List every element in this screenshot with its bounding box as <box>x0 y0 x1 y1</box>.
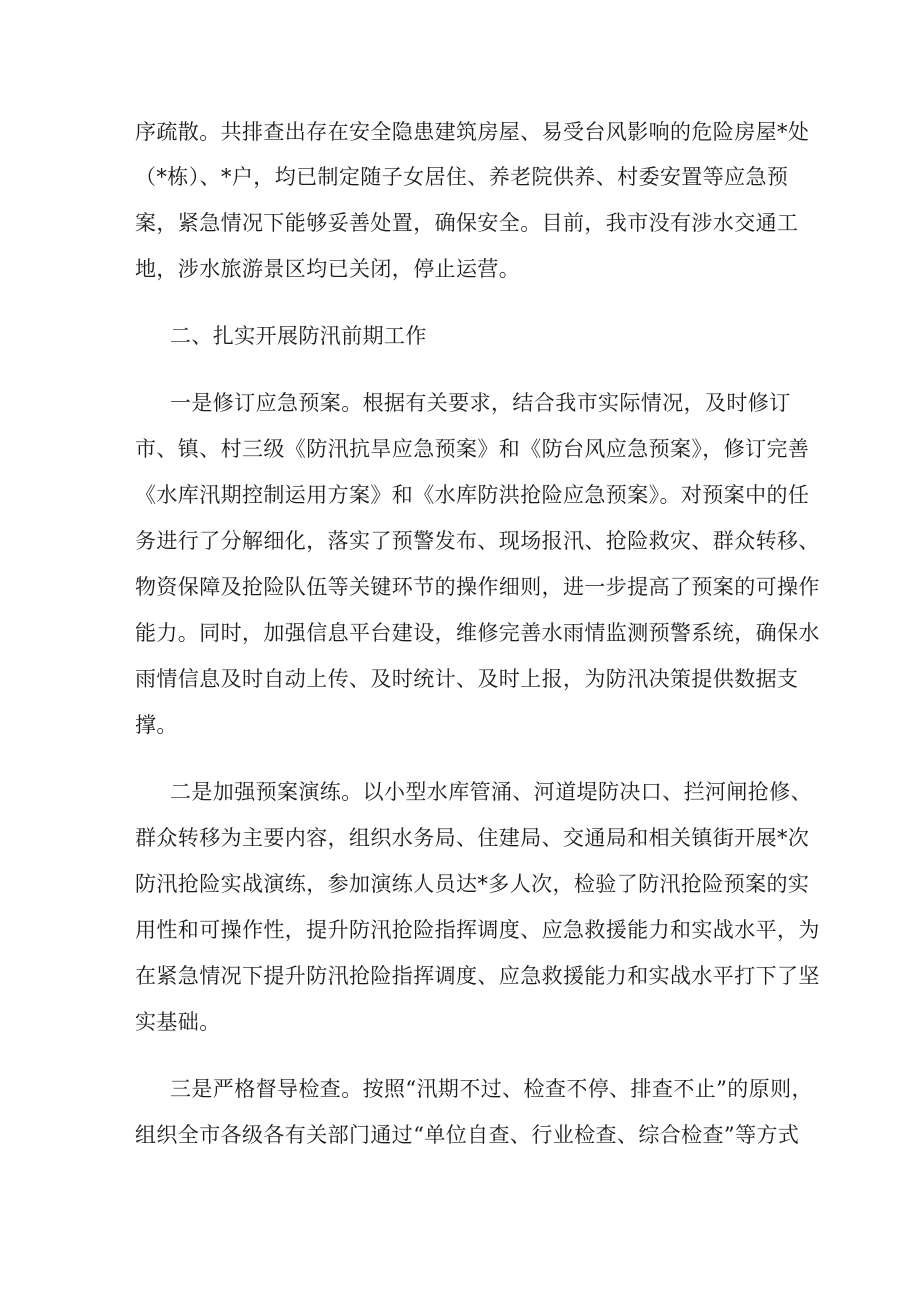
paragraph-2-line-6: 能力。同时，加强信息平台建设，维修完善水雨情监测预警系统，确保水 <box>135 621 820 645</box>
paragraph-1-line-4: 地，涉水旅游景区均已关闭，停止运营。 <box>135 257 521 281</box>
section-heading: 二、扎实开展防汛前期工作 <box>170 324 427 348</box>
paragraph-3-line-2: 群众转移为主要内容，组织水务局、住建局、交通局和相关镇街开展*次 <box>135 826 810 850</box>
paragraph-3-line-3: 防汛抢险实战演练，参加演练人员达*多人次，检验了防汛抢险预案的实 <box>135 872 810 896</box>
paragraph-4-line-2: 组织全市各级各有关部门通过“单位自查、行业检查、综合检查”等方式 <box>135 1123 800 1147</box>
paragraph-2-line-3: 《水库汛期控制运用方案》和《水库防洪抢险应急预案》。对预案中的任 <box>135 483 810 507</box>
paragraph-3-line-5: 在紧急情况下提升防汛抢险指挥调度、应急救援能力和实战水平打下了坚 <box>135 964 820 988</box>
paragraph-2-line-5: 物资保障及抢险队伍等关键环节的操作细则，进一步提高了预案的可操作 <box>135 575 820 599</box>
paragraph-3-line-4: 用性和可操作性，提升防汛抢险指挥调度、应急救援能力和实战水平，为 <box>135 918 820 942</box>
paragraph-2-line-8: 撑。 <box>135 713 178 737</box>
paragraph-1-line-1: 序疏散。共排查出存在安全隐患建筑房屋、易受台风影响的危险房屋*处 <box>135 120 810 144</box>
paragraph-4-line-1: 三是严格督导检查。按照“汛期不过、检查不停、排查不止”的原则， <box>170 1077 813 1101</box>
paragraph-1-line-2: （*栋）、*户，均已制定随子女居住、养老院供养、村委安置等应急预 <box>135 165 789 189</box>
paragraph-2-line-1: 一是修订应急预案。根据有关要求，结合我市实际情况，及时修订 <box>170 391 791 415</box>
paragraph-2-line-2: 市、镇、村三级《防汛抗旱应急预案》和《防台风应急预案》，修订完善 <box>135 437 810 461</box>
paragraph-3-line-1: 二是加强预案演练。以小型水库管涌、河道堤防决口、拦河闸抢修、 <box>170 780 812 804</box>
paragraph-2-line-7: 雨情信息及时自动上传、及时统计、及时上报，为防汛决策提供数据支 <box>135 667 799 691</box>
paragraph-3-line-6: 实基础。 <box>135 1010 221 1034</box>
paragraph-1-line-3: 案，紧急情况下能够妥善处置，确保安全。目前，我市没有涉水交通工 <box>135 211 799 235</box>
paragraph-2-line-4: 务进行了分解细化，落实了预警发布、现场报汛、抢险救灾、群众转移、 <box>135 529 820 553</box>
